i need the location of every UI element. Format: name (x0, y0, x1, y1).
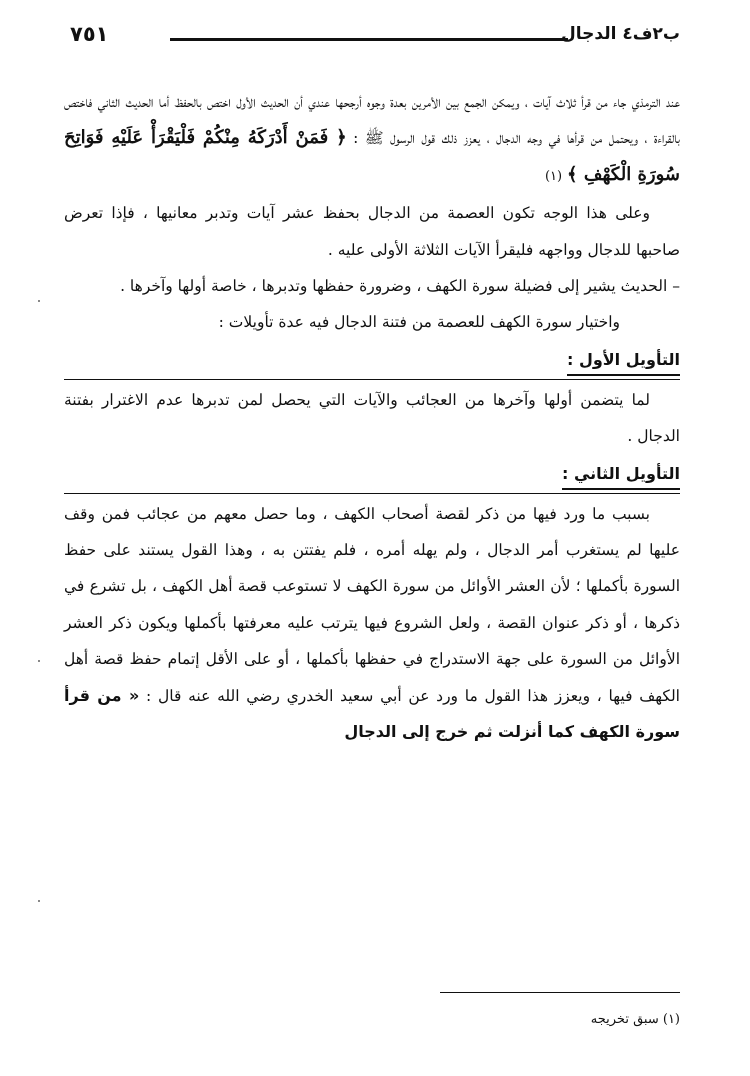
hadith-quote: « من قرأ سورة الكهف كما أنزلت ثم خرج إلى الدجال (64, 685, 680, 742)
margin-dot (38, 900, 40, 902)
footnote: (١) سبق تخريجه (590, 1012, 680, 1027)
header-rule (170, 38, 568, 41)
margin-dot (38, 300, 40, 302)
running-title: ب٢ف٤ الدجال (561, 24, 680, 44)
quran-verse: ﴿ فَمَنْ أَدْرَكَهُ مِنْكُمْ فَلْيَقْرَأْ عَلَيْهِ فَوَاتِحَ سُورَةِ الْكَهْفِ ﴾ (64, 127, 680, 185)
page-number: ٧٥١ (70, 22, 109, 46)
footnote-reference: (١) (544, 168, 563, 184)
paragraph-1-text: عند الترمذي جاء من قرأ ثلاث آيات ، ويمكن الجمع بين الأمرين بعدة وجوه أرجحها عندي أن الحديث الأول اختص بالحفظ أما الحديث الثاني فاختص بالقراءة ، ويحتمل من قرأها في وجه الدجال ، يعزز ذلك قول الرسول ﷺ : (64, 93, 680, 148)
margin-dot (38, 660, 40, 662)
section-heading-second-interpretation: التأويل الثاني : (562, 460, 680, 490)
paragraph-1 (64, 84, 680, 195)
heading-row-2 (64, 455, 680, 493)
page-header (70, 22, 680, 56)
heading-row-1 (64, 341, 680, 379)
paragraph-6 (64, 493, 680, 751)
body-text (64, 84, 680, 751)
paragraph-4: واختيار سورة الكهف للعصمة من فتنة الدجال فيه عدة تأويلات : (218, 313, 620, 332)
paragraph-3: – الحديث يشير إلى فضيلة سورة الكهف ، وضرورة حفظها وتدبرها ، خاصة أولها وآخرها . (120, 277, 680, 296)
section-heading-first-interpretation: التأويل الأول : (567, 346, 680, 376)
footnote-rule (440, 992, 680, 993)
paragraph-2: وعلى هذا الوجه تكون العصمة من الدجال بحفظ عشر آيات وتدبر معانيها ، فإذا تعرض صاحبها للدجال وواجهه فليقرأ الآيات الثلاثة الأولى عليه . (64, 204, 680, 259)
paragraph-6-text: بسبب ما ورد فيها من ذكر لقصة أصحاب الكهف ، وما حصل معهم من عجائب فمن وقف عليها لم يستغرب أمر الدجال ، ولم يهله أمره ، فلم يفتتن به ، وهذا القول يستند على حفظ السورة بأكملها ؛ لأن العشر الأوائل من سورة الكهف لا تستوعب قصة أهل الكهف ، بل تشرع في ذكرها ، أو ذكر عنوان القصة ، ولعل الشروع فيها يترتب عليه معرفتها بأكملها ويكون ذكر العشر الأوائل من السورة على جهة الاستدراج في حفظها بأكملها ، أو على الأقل إتمام حفظ قصة أهل الكهف فيها ، ويعزز هذا القول ما ورد عن أبي سعيد الخدري رضي الله عنه قال : (64, 504, 680, 705)
paragraph-5: لما يتضمن أولها وآخرها من العجائب والآيات التي يحصل لمن تدبرها عدم الاغترار بفتنة الدجال . (64, 379, 680, 455)
